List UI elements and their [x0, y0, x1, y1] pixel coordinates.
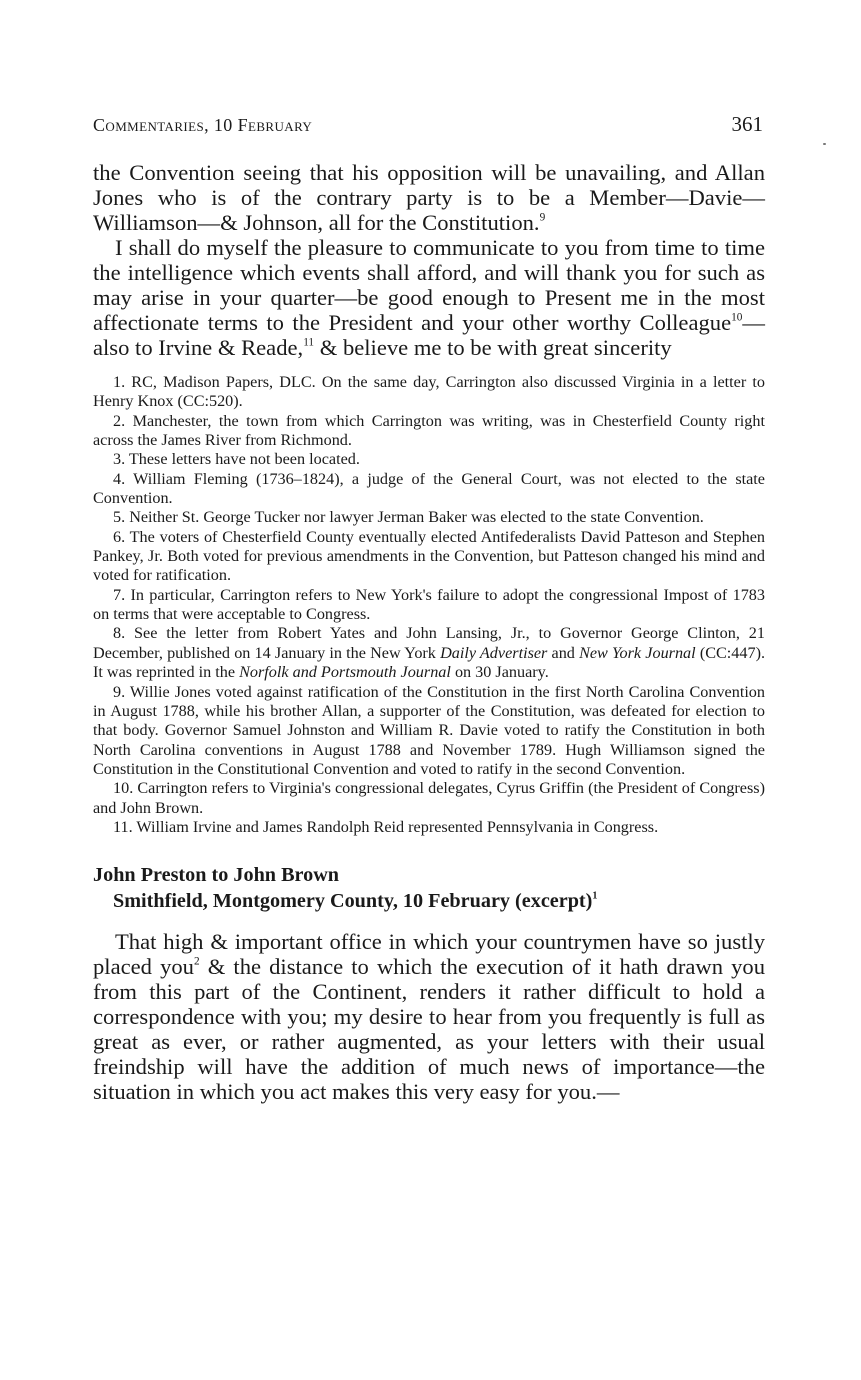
ink-speck: [823, 143, 826, 145]
footnote: 6. The voters of Chesterfield County eventually elected Antifederalists David Patteson and Stephen Pankey, Jr. Both voted for previous amendments in the Convention, but Patteson changed his mind and voted for ratification.: [93, 527, 765, 585]
document-title: John Preston to John Brown: [93, 864, 340, 887]
footnote: 11. William Irvine and James Randolph Reid represented Pennsylvania in Congress.: [113, 817, 659, 836]
paragraph-text: —also to Irvine & Reade,: [93, 310, 765, 360]
footnote-ref: 9: [539, 211, 546, 224]
footnote-text: on 30 January.: [450, 663, 549, 682]
footnote-text: (CC:447). It was reprinted in the: [93, 643, 766, 682]
place-date-text: Smithfield, Montgomery County, 10 February (excerpt): [113, 890, 593, 913]
newspaper-title: New York Journal: [579, 643, 696, 662]
newspaper-title: Norfolk and Portsmouth Journal: [239, 663, 451, 682]
footnote-ref: 2: [193, 955, 200, 968]
page-number: 361: [731, 112, 763, 136]
paragraph: [93, 235, 765, 360]
paragraph: [93, 929, 765, 1104]
footnote: 2. Manchester, the town from which Carrington was writing, was in Chesterfield County right across the James River from Richmond.: [93, 411, 765, 450]
newspaper-title: Daily Advertiser: [440, 643, 548, 662]
running-title: Commentaries, 10 February: [93, 115, 313, 135]
footnote-ref: 10: [731, 311, 743, 324]
paragraph-text: the Convention seeing that his opposition will be unavailing, and Allan Jones who is of the contrary party is to be a Member—Davie—Williamson—& Johnson, all for the Constitution.: [93, 160, 765, 235]
page: [93, 112, 765, 1104]
footnote-text: 8. See the letter from Robert Yates and John Lansing, Jr., to Governor George Clinton, 21 December, published on 14 January in the New York: [93, 624, 765, 662]
paragraph-text: & believe me to be with great sincerity: [314, 335, 672, 360]
document-place-date: [93, 888, 765, 914]
footnote: 3. These letters have not been located.: [113, 450, 360, 469]
paragraph-text: I shall do myself the pleasure to communicate to you from time to time the intelligence which events shall afford, and will thank you for such as may arise in your quarter—be good enough to Present me in the most affectionate terms to the President and your other worthy Colleague: [93, 235, 765, 335]
footnote: 4. William Fleming (1736–1824), a judge of the General Court, was not elected to the state Convention.: [93, 469, 765, 508]
paragraph-text: That high & important office in which your countrymen have so justly placed you: [93, 929, 765, 980]
footnote-ref: 11: [303, 336, 315, 349]
paragraph: [93, 160, 765, 235]
footnote-text: and: [547, 643, 580, 662]
footnote: 1. RC, Madison Papers, DLC. On the same day, Carrington also discussed Virginia in a letter to Henry Knox (CC:520).: [93, 373, 765, 411]
footnote: 10. Carrington refers to Virginia's congressional delegates, Cyrus Griffin (the President of Congress) and John Brown.: [93, 779, 765, 817]
footnote: 5. Neither St. George Tucker nor lawyer Jerman Baker was elected to the state Convention.: [113, 508, 704, 527]
letter-continuation: [93, 160, 765, 360]
footnotes: [93, 373, 765, 837]
footnote: 7. In particular, Carrington refers to New York's failure to adopt the congressional Impost of 1783 on terms that were acceptable to Congress.: [93, 585, 765, 624]
footnote: [93, 624, 765, 682]
document-heading: [93, 862, 765, 914]
footnote: 9. Willie Jones voted against ratification of the Constitution in the first North Carolina Convention in August 1788, while his brother Allan, a supporter of the Constitution, was defeated for election to that body. Governor Samuel Johnston and William R. Davie voted to ratify the Constitution in both North Carolina conventions in August 1788 and November 1789. Hugh Williamson signed the Constitution in the Constitutional Convention and voted to ratify in the second Convention.: [93, 682, 765, 778]
paragraph-text: & the distance to which the execution of it hath drawn you from this part of the Continent, renders it rather difficult to hold a correspondence with you; my desire to hear from you frequently is full as great as ever, or rather augmented, as your letters with their usual freindship will have the addition of much news of importance—the situation in which you act makes this very easy for you.—: [93, 954, 765, 1105]
running-head: [93, 112, 765, 142]
footnote-ref: 1: [592, 890, 598, 902]
document-body: [93, 929, 765, 1104]
